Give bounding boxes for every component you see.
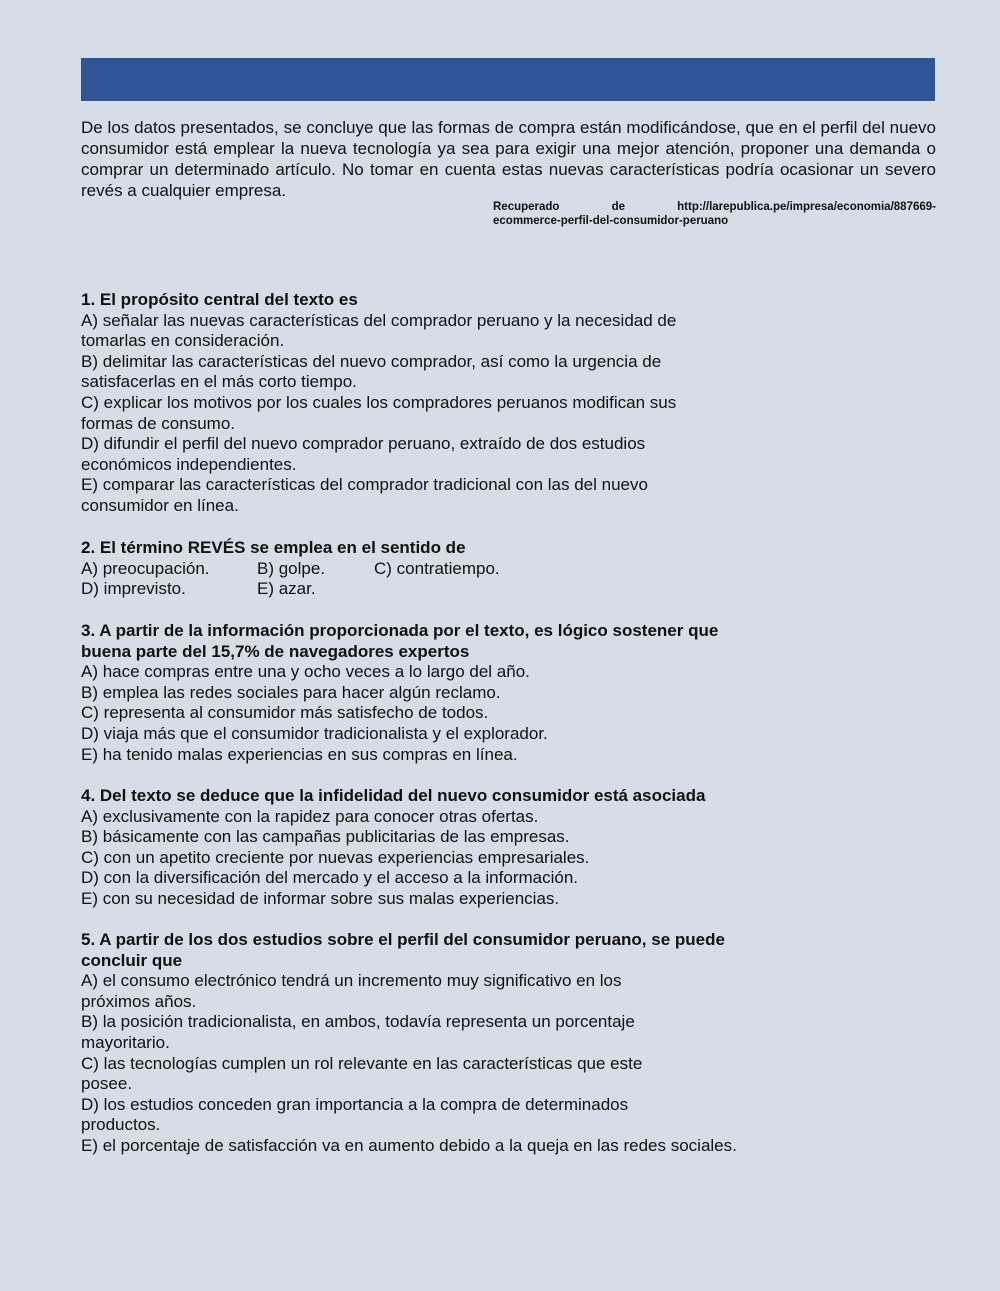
question-4	[81, 786, 705, 910]
header-bar	[81, 58, 935, 101]
q5-option-d-line2: productos.	[81, 1115, 161, 1135]
question-3-title-line1: 3. A partir de la información proporcionada por el texto, es lógico sostener que	[81, 621, 719, 640]
question-5	[81, 930, 737, 1157]
q1-option-a-line1: A) señalar las nuevas características del comprador peruano y la necesidad de	[81, 310, 677, 330]
q4-option-b: B) básicamente con las campañas publicitarias de las empresas.	[81, 827, 570, 847]
q3-option-d: D) viaja más que el consumidor tradicionalista y el explorador.	[81, 723, 548, 743]
question-1	[81, 290, 676, 517]
question-1-title: 1. El propósito central del texto es	[81, 290, 358, 309]
q1-option-b-line2: satisfacerlas en el más corto tiempo.	[81, 372, 357, 392]
q2-option-d: D) imprevisto.	[81, 579, 186, 599]
source-url-part2: ecommerce-perfil-del-consumidor-peruano	[493, 215, 729, 227]
q1-option-d-line1: D) difundir el perfil del nuevo comprador peruano, extraído de dos estudios	[81, 434, 646, 454]
q1-option-e-line1: E) comparar las características del comprador tradicional con las del nuevo	[81, 475, 648, 495]
q5-option-a-line2: próximos años.	[81, 991, 197, 1011]
source-url-part1: http://larepublica.pe/impresa/economia/887669-	[677, 201, 936, 213]
q3-option-c: C) representa al consumidor más satisfecho de todos.	[81, 703, 489, 723]
q5-option-b-line2: mayoritario.	[81, 1032, 170, 1052]
q1-option-c-line1: C) explicar los motivos por los cuales los compradores peruanos modifican sus	[81, 392, 677, 412]
q3-option-b: B) emplea las redes sociales para hacer algún reclamo.	[81, 682, 501, 702]
q5-option-c-line2: posee.	[81, 1074, 133, 1094]
source-citation	[493, 200, 936, 228]
q1-option-c-line2: formas de consumo.	[81, 413, 236, 433]
q4-option-a: A) exclusivamente con la rapidez para conocer otras ofertas.	[81, 806, 539, 826]
q5-option-c-line1: C) las tecnologías cumplen un rol relevante en las características que este	[81, 1053, 643, 1073]
intro-paragraph: De los datos presentados, se concluye que las formas de compra están modificándose, que en el perfil del nuevo consumidor está emplear la nueva tecnología ya sea para exigir una mejor atención, proponer una demanda o comprar un determinado artículo. No tomar en cuenta estas nuevas características podría ocasionar un severo revés a cualquier empresa.	[81, 118, 936, 200]
q2-options-row-2	[81, 579, 500, 600]
question-3-title-line2: buena parte del 15,7% de navegadores expertos	[81, 641, 470, 661]
q4-option-e: E) con su necesidad de informar sobre sus malas experiencias.	[81, 888, 560, 908]
question-2-title: 2. El término REVÉS se emplea en el sentido de	[81, 538, 466, 557]
q1-option-b-line1: B) delimitar las características del nuevo comprador, así como la urgencia de	[81, 351, 662, 371]
q5-option-a-line1: A) el consumo electrónico tendrá un incremento muy significativo en los	[81, 971, 622, 991]
q5-option-d-line1: D) los estudios conceden gran importancia a la compra de determinados	[81, 1094, 629, 1114]
question-4-title: 4. Del texto se deduce que la infidelidad del nuevo consumidor está asociada	[81, 786, 706, 805]
q1-option-a-line2: tomarlas en consideración.	[81, 331, 285, 351]
q5-option-b-line1: B) la posición tradicionalista, en ambos, todavía representa un porcentaje	[81, 1012, 635, 1032]
question-3	[81, 621, 718, 765]
q3-option-e: E) ha tenido malas experiencias en sus compras en línea.	[81, 744, 518, 764]
source-word-de: de	[611, 201, 626, 213]
question-2	[81, 538, 500, 600]
q2-option-c: C) contratiempo.	[374, 558, 500, 578]
question-5-title-line2: concluir que	[81, 950, 183, 970]
q1-option-e-line2: consumidor en línea.	[81, 495, 239, 515]
q1-option-d-line2: económicos independientes.	[81, 454, 297, 474]
q5-option-e: E) el porcentaje de satisfacción va en aumento debido a la queja en las redes sociales.	[81, 1135, 737, 1155]
q2-option-b: B) golpe.	[257, 558, 326, 578]
q2-option-e: E) azar.	[257, 579, 316, 599]
q4-option-d: D) con la diversificación del mercado y el acceso a la información.	[81, 868, 579, 888]
q4-option-c: C) con un apetito creciente por nuevas experiencias empresariales.	[81, 847, 590, 867]
q3-option-a: A) hace compras entre una y ocho veces a lo largo del año.	[81, 662, 530, 682]
source-word-recuperado: Recuperado	[493, 201, 560, 213]
q2-option-a: A) preocupación.	[81, 558, 210, 578]
question-5-title-line1: 5. A partir de los dos estudios sobre el perfil del consumidor peruano, se puede	[81, 930, 725, 949]
q2-options-row-1	[81, 559, 500, 580]
